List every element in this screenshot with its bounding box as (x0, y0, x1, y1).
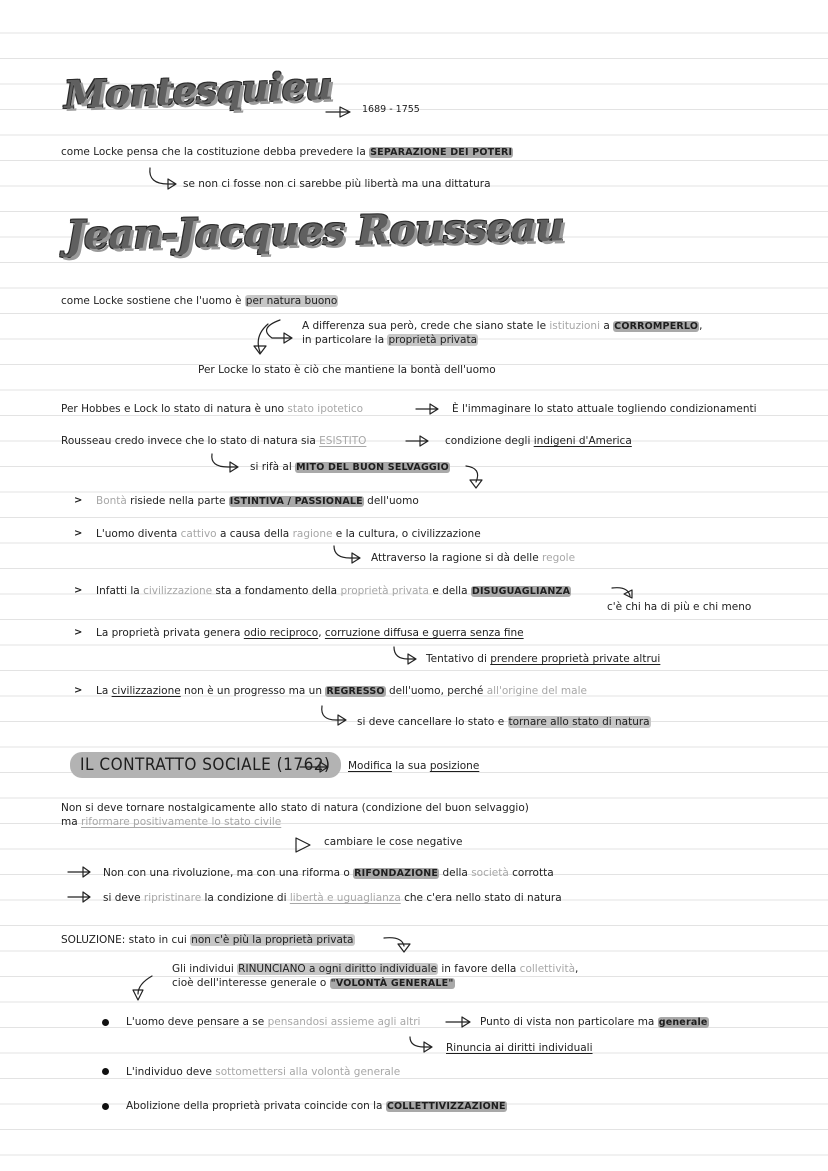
rousseau-line-6-right: condizione degli indigeni d'America (445, 435, 632, 447)
arrow-icon (267, 320, 292, 343)
montesquieu-line-2: se non ci fosse non ci sarebbe più libertà ma una dittatura (183, 178, 491, 190)
bullet-5-sub: si deve cancellare lo stato e tornare allo stato di natura (357, 716, 650, 728)
individui-line-1: Gli individui RINUNCIANO a ogni diritto individuale in favore della collettività, (172, 963, 579, 975)
arrow-icon (254, 324, 268, 354)
dot-item-2: L'individuo deve sottomettersi alla volontà generale (126, 1066, 401, 1078)
contratto-right: Modifica la sua posizione (348, 760, 480, 772)
rousseau-line-6: Rousseau credo invece che lo stato di natura sia ESISTITO (61, 435, 367, 447)
bullet-2-sub: Attraverso la ragione si dà delle regole (371, 552, 576, 564)
rousseau-line-4: Per Locke lo stato è ciò che mantiene la bontà dell'uomo (198, 364, 496, 376)
rousseau-line-5: Per Hobbes e Lock lo stato di natura è uno stato ipotetico (61, 403, 364, 415)
montesquieu-dates: 1689 - 1755 (362, 104, 420, 115)
contratto-line-1: Non si deve tornare nostalgicamente allo stato di natura (condizione del buon selvaggio) (61, 802, 529, 814)
arrow-icon (384, 938, 410, 952)
arrow-icon (466, 466, 482, 488)
arrow-icon (68, 892, 90, 902)
bullet-1: Bontà risiede nella parte ISTINTIVA / PASSIONALE dell'uomo (96, 495, 419, 507)
contratto-line-4: Non con una rivoluzione, ma con una riforma o RIFONDAZIONE della società corrotta (103, 867, 554, 879)
montesquieu-title: Montesquieu (63, 62, 333, 117)
rousseau-line-1: come Locke sostiene che l'uomo è per natura buono (61, 295, 338, 307)
arrow-icon (334, 546, 360, 563)
arrow-icon (296, 838, 310, 852)
bullet-marker: > (74, 685, 83, 696)
dot-item-1: L'uomo deve pensare a se pensandosi assieme agli altri (126, 1016, 421, 1028)
bullet-3-sub: c'è chi ha di più e chi meno (607, 601, 752, 613)
rousseau-title: Jean-Jacques Rousseau (65, 203, 564, 259)
contratto-title: IL CONTRATTO SOCIALE (1762) (70, 752, 341, 778)
arrow-icon (322, 706, 346, 725)
arrow-icon (406, 436, 428, 446)
arrow-icon (446, 1017, 470, 1027)
arrow-icon (416, 404, 438, 414)
bullet-5: La civilizzazione non è un progresso ma un REGRESSO dell'uomo, perché all'origine del male (96, 685, 587, 697)
bullet-2: L'uomo diventa cattivo a causa della ragione e la cultura, o civilizzazione (96, 528, 481, 540)
montesquieu-line-1: come Locke pensa che la costituzione debba prevedere la SEPARAZIONE DEI POTERI (61, 146, 513, 158)
arrow-icon (410, 1037, 432, 1052)
contratto-line-2: ma riformare positivamente lo stato civile (61, 816, 282, 828)
contratto-line-3: cambiare le cose negative (324, 836, 463, 848)
bullet-marker: > (74, 528, 83, 539)
arrow-icon (326, 107, 350, 117)
bullet-marker: > (74, 627, 83, 638)
bullet-dot (102, 1068, 109, 1075)
rousseau-line-2: A differenza sua però, crede che siano state le istituzioni a CORROMPERLO, (302, 320, 703, 332)
individui-line-2: cioè dell'interesse generale o "VOLONTÀ GENERALE" (172, 977, 454, 989)
bullet-marker: > (74, 585, 83, 596)
rousseau-line-3: in particolare la proprietà privata (302, 334, 478, 346)
arrow-icon (150, 168, 176, 189)
arrow-icon (68, 867, 90, 877)
soluzione-line: SOLUZIONE: stato in cui non c'è più la proprietà privata (61, 934, 354, 946)
arrow-icon (394, 647, 416, 664)
bullet-dot (102, 1103, 109, 1110)
arrow-icon (133, 976, 152, 1000)
dot-item-1-sub: Rinuncia ai diritti individuali (446, 1042, 593, 1054)
dot-item-3: Abolizione della proprietà privata coincide con la COLLETTIVIZZAZIONE (126, 1100, 506, 1112)
bullet-dot (102, 1019, 109, 1026)
contratto-line-5: si deve ripristinare la condizione di libertà e uguaglianza che c'era nello stato di natura (103, 892, 562, 904)
bullet-4: La proprietà privata genera odio reciproco, corruzione diffusa e guerra senza fine (96, 627, 524, 639)
arrow-icon (212, 454, 238, 472)
bullet-4-sub: Tentativo di prendere proprietà private altrui (426, 653, 661, 665)
dot-item-1-right: Punto di vista non particolare ma generale (480, 1016, 708, 1028)
arrow-icon (612, 588, 632, 598)
rousseau-line-5-right: È l'immaginare lo stato attuale togliendo condizionamenti (452, 403, 757, 415)
rousseau-line-7: si rifà al MITO DEL BUON SELVAGGIO (250, 461, 449, 473)
bullet-marker: > (74, 495, 83, 506)
bullet-3: Infatti la civilizzazione sta a fondamento della proprietà privata e della DISUGUAGLIANZA (96, 585, 571, 597)
